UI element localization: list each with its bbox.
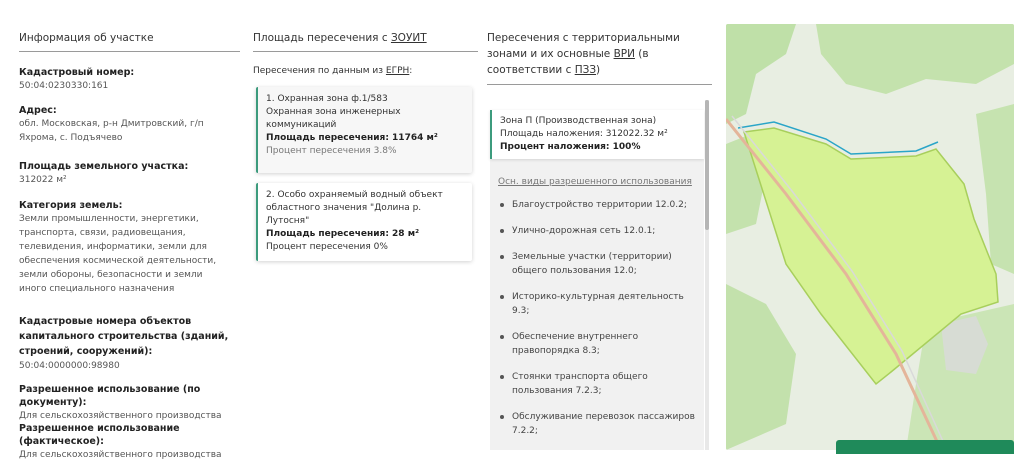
zouit-card-area: Площадь пересечения: 28 м² [266, 229, 420, 239]
zouit-card-2[interactable] [256, 183, 472, 261]
address-value: обл. Московская, р-н Дмитровский, г/п Яхрома, с. Подъячево [19, 119, 204, 143]
list-item: Благоустройство территории 12.0.2; [498, 198, 698, 212]
list-item: Историко-культурная деятельность 9.3; [498, 290, 698, 318]
map-action-button[interactable] [836, 440, 1014, 454]
divider [19, 51, 240, 52]
list-item: Обеспечение внутреннего правопорядка 8.3; [498, 330, 698, 358]
list-item: Улично-дорожная сеть 12.0.1; [498, 224, 698, 238]
parcel-map[interactable] [726, 24, 1014, 450]
address-block [19, 104, 239, 145]
zouit-title-text: Площадь пересечения с [253, 32, 391, 44]
zouit-card-title: 1. Охранная зона ф.1/583 [266, 94, 388, 104]
pzz-link[interactable]: ПЗЗ [574, 64, 597, 76]
use-document-value: Для сельскохозяйственного производства [19, 411, 222, 421]
zouit-subtitle-suffix: : [409, 66, 413, 76]
capital-objects-value[interactable]: 50:04:0000000:98980 [19, 361, 120, 371]
zouit-subtitle-text: Пересечения по данным из [253, 66, 386, 76]
area-label: Площадь земельного участка: [19, 161, 189, 172]
zouit-card-percent: Процент пересечения 0% [266, 242, 388, 252]
land-category-block [19, 199, 239, 296]
area-value: 312022 м² [19, 175, 67, 185]
permitted-uses-header[interactable]: Осн. виды разрешенного использования [498, 177, 692, 187]
use-actual-label: Разрешенное использование (фактическое): [19, 423, 180, 447]
zones-title-text-2: (в соответствии с [487, 48, 649, 76]
zone-percent: Процент наложения: 100% [500, 142, 641, 152]
list-item: Земельные участки (территории) общего пользования 12.0; [498, 250, 698, 278]
zones-scrollbar[interactable] [705, 100, 709, 450]
zones-title-text-3: ) [596, 64, 601, 76]
permitted-uses [498, 176, 698, 450]
zouit-card-desc: Охранная зона инженерных коммуникаций [266, 107, 401, 130]
vri-link[interactable]: ВРИ [613, 48, 635, 60]
list-item: Стоянки транспорта общего пользования 7.2.3; [498, 370, 698, 398]
parcel-info-title: Информация об участке [19, 32, 154, 44]
zouit-link[interactable]: ЗОУИТ [390, 32, 427, 44]
cadastral-number-value[interactable]: 50:04:0230330:161 [19, 81, 109, 91]
zones-title [487, 30, 687, 78]
zone-name: Зона П (Производственная зона) [500, 116, 657, 126]
zouit-card-percent: Процент пересечения 3.8% [266, 146, 397, 156]
zouit-card-1[interactable] [256, 87, 472, 173]
zones-title-text: Пересечения с территориальными зонами и их основные [487, 32, 680, 60]
land-category-label: Категория земель: [19, 200, 123, 211]
divider [487, 84, 712, 85]
land-category-value: Земли промышленности, энергетики, транспорта, связи, радиовещания, телевидения, информатики, земли для обеспечения космической деятельности, земли обороны, безопасности и земли иного специального назначения [19, 214, 217, 294]
parcel-info-column [0, 0, 240, 460]
zouit-card-area: Площадь пересечения: 11764 м² [266, 133, 438, 143]
zouit-card-title: 2. Особо охраняемый водный объект областного значения "Долина р. Лутосня" [266, 190, 443, 226]
zouit-title [253, 31, 427, 46]
map-canvas[interactable] [726, 24, 1014, 450]
use-document-block [19, 383, 239, 423]
scrollbar-thumb[interactable] [705, 100, 709, 230]
cadastral-number-block [19, 66, 239, 93]
divider [253, 51, 478, 52]
cadastral-number-label: Кадастровый номер: [19, 67, 135, 78]
capital-objects-label: Кадастровые номера объектов капитального строительства (зданий, строений, сооружений): [19, 316, 229, 357]
egrn-link[interactable]: ЕГРН [385, 66, 410, 76]
use-actual-value: Для сельскохозяйственного производства [19, 450, 222, 460]
zone-card[interactable] [490, 110, 704, 159]
use-document-label: Разрешенное использование (по документу): [19, 384, 201, 408]
use-actual-block [19, 422, 239, 462]
permitted-uses-list [498, 198, 698, 438]
address-label: Адрес: [19, 105, 57, 116]
capital-objects-block [19, 314, 239, 373]
zone-area: Площадь наложения: 312022.32 м² [500, 129, 668, 139]
zouit-subtitle [253, 66, 412, 76]
list-item: Обслуживание перевозок пассажиров 7.2.2; [498, 410, 698, 438]
area-block [19, 160, 239, 187]
